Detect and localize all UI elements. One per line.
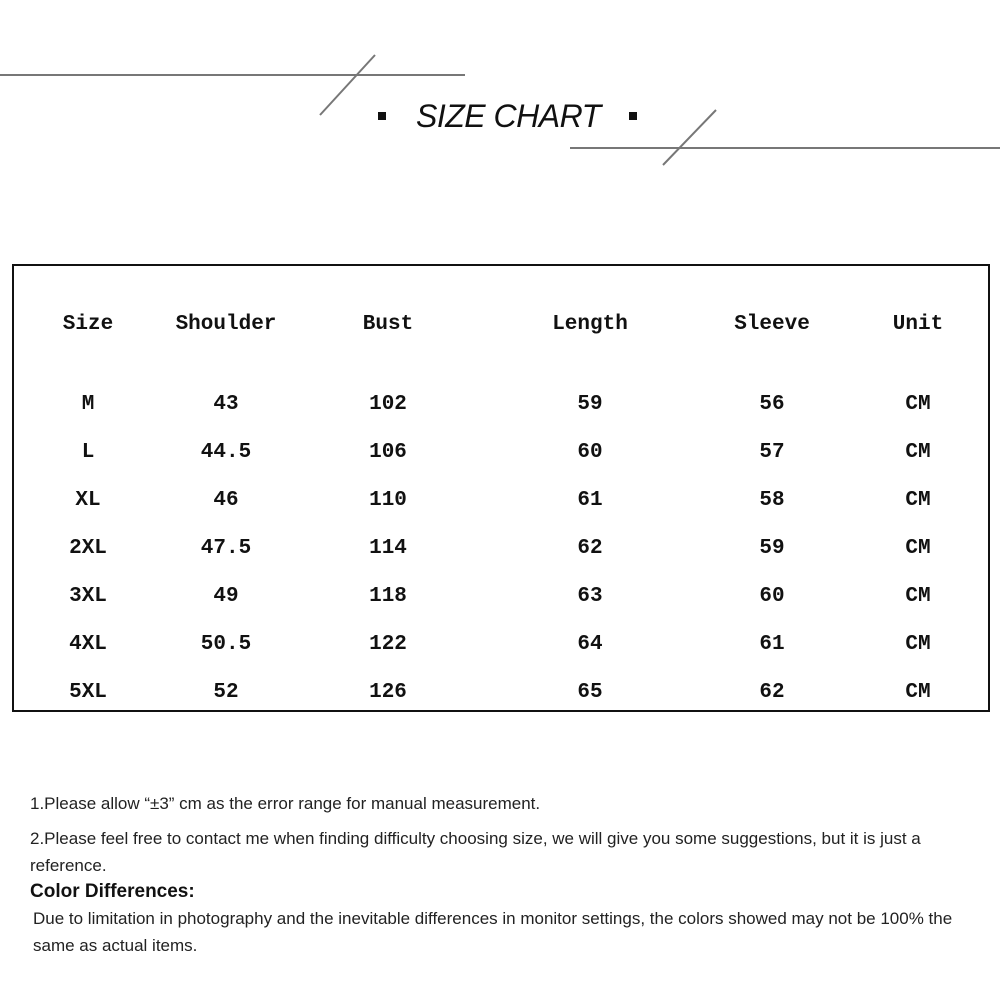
table-cell-size: M xyxy=(81,393,95,416)
table-cell-bust: 122 xyxy=(369,633,407,656)
notes-section xyxy=(30,790,990,959)
top-left-slash xyxy=(320,55,375,115)
table-cell-sleeve: 56 xyxy=(759,393,785,416)
color-differences-text: Due to limitation in photography and the inevitable differences in monitor settings, the colors showed may not be 100% the same as actual items. xyxy=(33,909,953,955)
table-cell-shoulder: 49 xyxy=(213,585,239,608)
table-cell-sleeve: 58 xyxy=(759,489,785,512)
table-row xyxy=(14,582,988,612)
table-cell-length: 65 xyxy=(577,681,603,704)
table-row xyxy=(14,390,988,420)
table-cell-bust: 114 xyxy=(369,537,407,560)
table-cell-unit: CM xyxy=(905,441,931,464)
table-cell-bust: 126 xyxy=(369,681,407,704)
title-row xyxy=(370,92,670,140)
table-cell-unit: CM xyxy=(905,393,931,416)
table-cell-length: 64 xyxy=(577,633,603,656)
table-cell-unit: CM xyxy=(905,633,931,656)
table-cell-sleeve: 61 xyxy=(759,633,785,656)
table-cell-size: XL xyxy=(75,489,101,512)
table-cell-unit: CM xyxy=(905,537,931,560)
table-cell-shoulder: 46 xyxy=(213,489,239,512)
square-bullet-icon xyxy=(378,112,386,120)
table-cell-sleeve: 59 xyxy=(759,537,785,560)
table-row xyxy=(14,438,988,468)
table-row xyxy=(14,630,988,660)
column-header-bust: Bust xyxy=(362,313,414,336)
square-bullet-icon xyxy=(629,112,637,120)
table-row xyxy=(14,678,988,708)
table-cell-length: 61 xyxy=(577,489,603,512)
note-measurement-error: 1.Please allow “±3” cm as the error range for manual measurement. xyxy=(30,794,541,813)
table-cell-size: 5XL xyxy=(69,681,107,704)
column-header-unit: Unit xyxy=(892,313,944,336)
table-header-row xyxy=(14,310,988,340)
page-title: SIZE CHART xyxy=(416,97,601,134)
note-contact-seller: 2.Please feel free to contact me when finding difficulty choosing size, we will give you some suggestions, but it is just a reference. xyxy=(30,829,921,875)
table-cell-shoulder: 50.5 xyxy=(200,633,252,656)
table-cell-size: 2XL xyxy=(69,537,107,560)
table-cell-length: 59 xyxy=(577,393,603,416)
column-header-shoulder: Shoulder xyxy=(175,313,277,336)
table-cell-shoulder: 47.5 xyxy=(200,537,252,560)
table-cell-shoulder: 52 xyxy=(213,681,239,704)
column-header-length: Length xyxy=(552,313,628,336)
table-cell-length: 60 xyxy=(577,441,603,464)
table-cell-bust: 110 xyxy=(369,489,407,512)
table-cell-bust: 102 xyxy=(369,393,407,416)
table-cell-sleeve: 60 xyxy=(759,585,785,608)
table-cell-length: 62 xyxy=(577,537,603,560)
table-cell-size: 4XL xyxy=(69,633,107,656)
table-cell-size: L xyxy=(81,441,95,464)
column-header-size: Size xyxy=(62,313,114,336)
table-cell-bust: 106 xyxy=(369,441,407,464)
table-cell-length: 63 xyxy=(577,585,603,608)
table-row xyxy=(14,534,988,564)
table-cell-unit: CM xyxy=(905,681,931,704)
color-differences-heading: Color Differences: xyxy=(30,881,195,902)
table-cell-unit: CM xyxy=(905,585,931,608)
table-cell-size: 3XL xyxy=(69,585,107,608)
table-cell-bust: 118 xyxy=(369,585,407,608)
top-right-slash xyxy=(663,110,716,165)
table-cell-unit: CM xyxy=(905,489,931,512)
table-cell-shoulder: 44.5 xyxy=(200,441,252,464)
table-row xyxy=(14,486,988,516)
table-cell-sleeve: 57 xyxy=(759,441,785,464)
size-table xyxy=(12,264,990,712)
column-header-sleeve: Sleeve xyxy=(734,313,810,336)
table-cell-shoulder: 43 xyxy=(213,393,239,416)
table-cell-sleeve: 62 xyxy=(759,681,785,704)
